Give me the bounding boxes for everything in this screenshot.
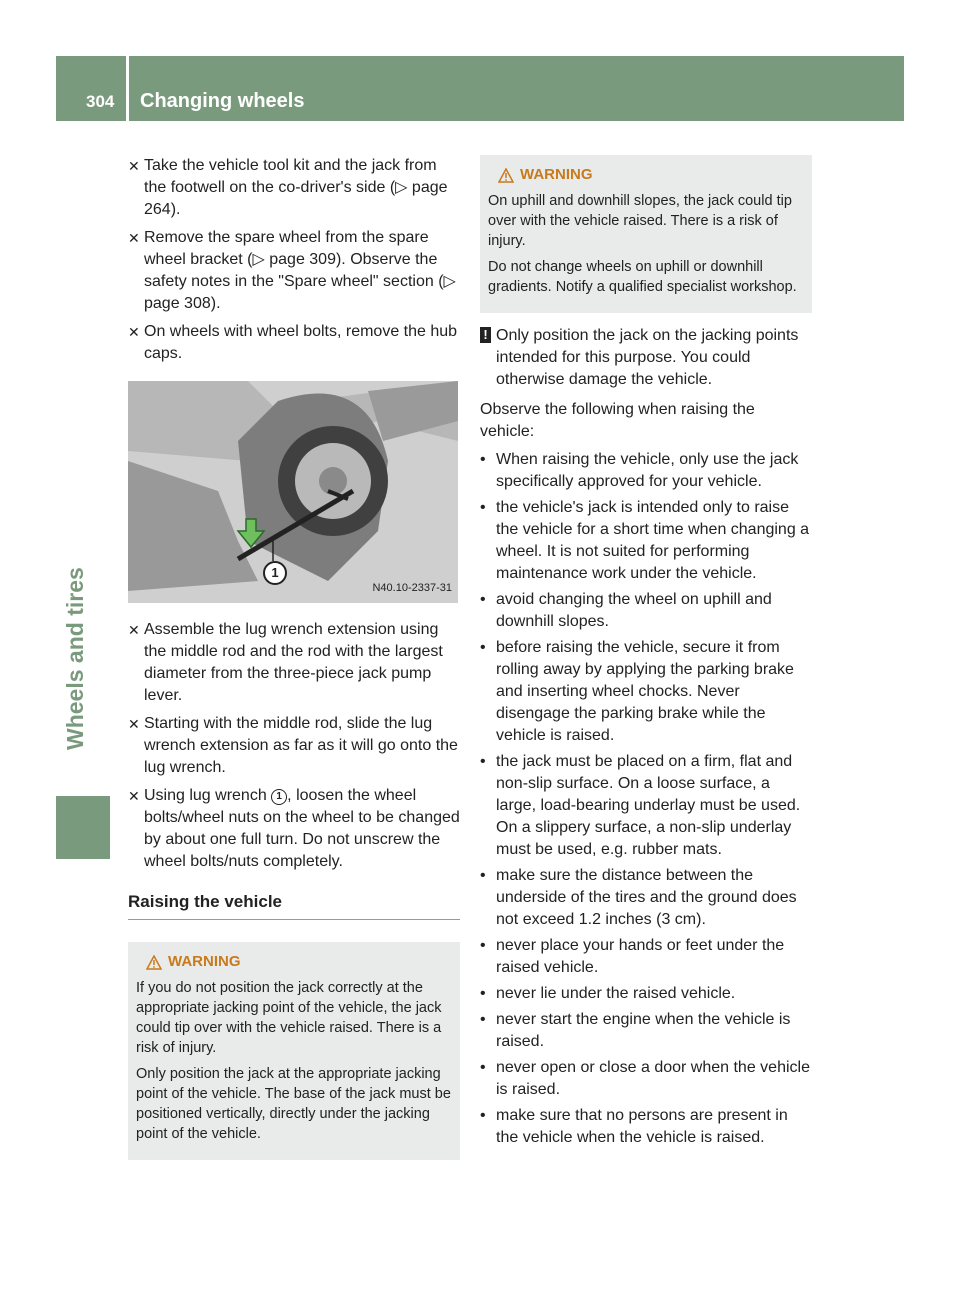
step-item: [128, 227, 460, 315]
wheel-illustration-icon: [128, 381, 458, 603]
page-number: 304: [86, 92, 115, 111]
step-item: [128, 785, 460, 873]
list-item-text: the jack must be placed on a firm, flat and non-slip surface. On a loose surface, a large, load-bearing underlay must be used. On a slippery surface, a non-slip underlay must be used, e.g. rubber mats.: [496, 753, 801, 858]
list-item-text: the vehicle's jack is intended only to raise the vehicle for a short time when changing a wheel. It is not suited for performing maintenance work under the vehicle.: [496, 499, 810, 582]
list-item-text: never place your hands or feet under the raised vehicle.: [496, 937, 785, 976]
step-item: [128, 619, 460, 707]
notice-item: [480, 325, 812, 391]
warning-title: WARNING: [168, 953, 241, 970]
step-marker-icon: ✕: [128, 716, 140, 732]
step-marker-icon: ✕: [128, 622, 140, 638]
list-item-text: never lie under the raised vehicle.: [496, 985, 736, 1002]
step-text: Assemble the lug wrench extension using the middle rod and the rod with the largest diameter from the three-piece jack pump lever.: [144, 621, 443, 704]
list-item: • never start the engine when the vehicle is raised.: [480, 1011, 791, 1050]
exclamation-icon: !: [480, 327, 491, 343]
step-marker-icon: ✕: [128, 324, 140, 340]
list-item: • never lie under the raised vehicle.: [480, 985, 736, 1002]
list-item: • never place your hands or feet under the raised vehicle.: [480, 937, 785, 976]
list-item-text: avoid changing the wheel on uphill and downhill slopes.: [496, 591, 772, 630]
figure-code: N40.10-2337-31: [372, 582, 452, 594]
list-item: • the jack must be placed on a firm, flat and non-slip surface. On a loose surface, a large, load-bearing underlay must be used. On a slippery surface, a non-slip underlay must be used, e.g. rubber mats.: [480, 753, 801, 858]
step-text: Take the vehicle tool kit and the jack from the footwell on the co-driver's side (▷ page 264).: [144, 157, 448, 218]
list-item: • the vehicle's jack is intended only to raise the vehicle for a short time when changing a wheel. It is not suited for performing maintenance work under the vehicle.: [480, 499, 810, 582]
list-item: • avoid changing the wheel on uphill and downhill slopes.: [480, 591, 772, 630]
warning-text: Do not change wheels on uphill or downhill gradients. Notify a qualified specialist workshop.: [488, 259, 797, 295]
list-item-text: make sure the distance between the underside of the tires and the ground does not exceed 1.2 inches (3 cm).: [496, 867, 797, 928]
warning-text: On uphill and downhill slopes, the jack could tip over with the vehicle raised. There is a risk of injury.: [488, 193, 792, 249]
step-marker-icon: ✕: [128, 788, 140, 804]
step-text: Using lug wrench: [144, 787, 272, 804]
intro-text: Observe the following when raising the vehicle:: [480, 401, 755, 440]
step-text: On wheels with wheel bolts, remove the hub caps.: [144, 323, 458, 362]
chapter-side-block: [56, 796, 110, 859]
warning-box: [480, 155, 812, 313]
list-item: • never open or close a door when the vehicle is raised.: [480, 1059, 810, 1098]
list-item: • make sure that no persons are present in the vehicle when the vehicle is raised.: [480, 1107, 788, 1146]
notice-text: Only position the jack on the jacking points intended for this purpose. You could otherwise damage the vehicle.: [496, 327, 799, 388]
list-item-text: never start the engine when the vehicle is raised.: [496, 1011, 791, 1050]
header-divider: [126, 56, 129, 121]
step-item: [128, 321, 460, 365]
page-title: Changing wheels: [140, 90, 305, 112]
warning-box: [128, 942, 460, 1160]
step-marker-icon: ✕: [128, 230, 140, 246]
step-item: [128, 713, 460, 779]
step-marker-icon: ✕: [128, 158, 140, 174]
warning-triangle-icon: [146, 955, 162, 970]
lug-wrench-illustration: [128, 381, 458, 603]
step-text: , loosen the wheel bolts/wheel nuts on the wheel to be changed by about one full turn. Do not unscrew the wheel bolts/nuts completely.: [144, 787, 460, 870]
left-column: [128, 155, 460, 1160]
list-item: • make sure the distance between the underside of the tires and the ground does not exceed 1.2 inches (3 cm).: [480, 867, 797, 928]
step-text: Starting with the middle rod, slide the lug wrench extension as far as it will go onto the lug wrench.: [144, 715, 458, 776]
section-heading: Raising the vehicle: [128, 891, 460, 920]
chapter-side-label: Wheels and tires: [62, 567, 88, 750]
list-item: • When raising the vehicle, only use the jack specifically approved for your vehicle.: [480, 451, 799, 490]
callout-number: 1: [271, 789, 287, 805]
warning-triangle-icon: [498, 168, 514, 183]
list-item-text: never open or close a door when the vehicle is raised.: [496, 1059, 810, 1098]
step-text: Remove the spare wheel from the spare wheel bracket (▷ page 309). Observe the safety notes in the "Spare wheel" section (▷ page 308).: [144, 229, 456, 312]
list-item-text: When raising the vehicle, only use the jack specifically approved for your vehicle.: [496, 451, 799, 490]
right-column: [480, 155, 812, 1153]
warning-text: If you do not position the jack correctly at the appropriate jacking point of the vehicle, the jack could tip over with the vehicle raised. There is a risk of injury.: [136, 980, 442, 1056]
step-item: [128, 155, 460, 221]
warning-title: WARNING: [520, 166, 593, 183]
callout-number: 1: [263, 561, 287, 585]
warning-text: Only position the jack at the appropriate jacking point of the vehicle. The base of the jack must be positioned vertically, directly under the jacking point of the vehicle.: [136, 1066, 451, 1142]
list-item-text: make sure that no persons are present in the vehicle when the vehicle is raised.: [496, 1107, 788, 1146]
list-item: • before raising the vehicle, secure it from rolling away by applying the parking brake and inserting wheel chocks. Never disengage the parking brake while the vehicle is raised.: [480, 639, 794, 744]
list-item-text: before raising the vehicle, secure it from rolling away by applying the parking brake and inserting wheel chocks. Never disengage the parking brake while the vehicle is raised.: [496, 639, 794, 744]
